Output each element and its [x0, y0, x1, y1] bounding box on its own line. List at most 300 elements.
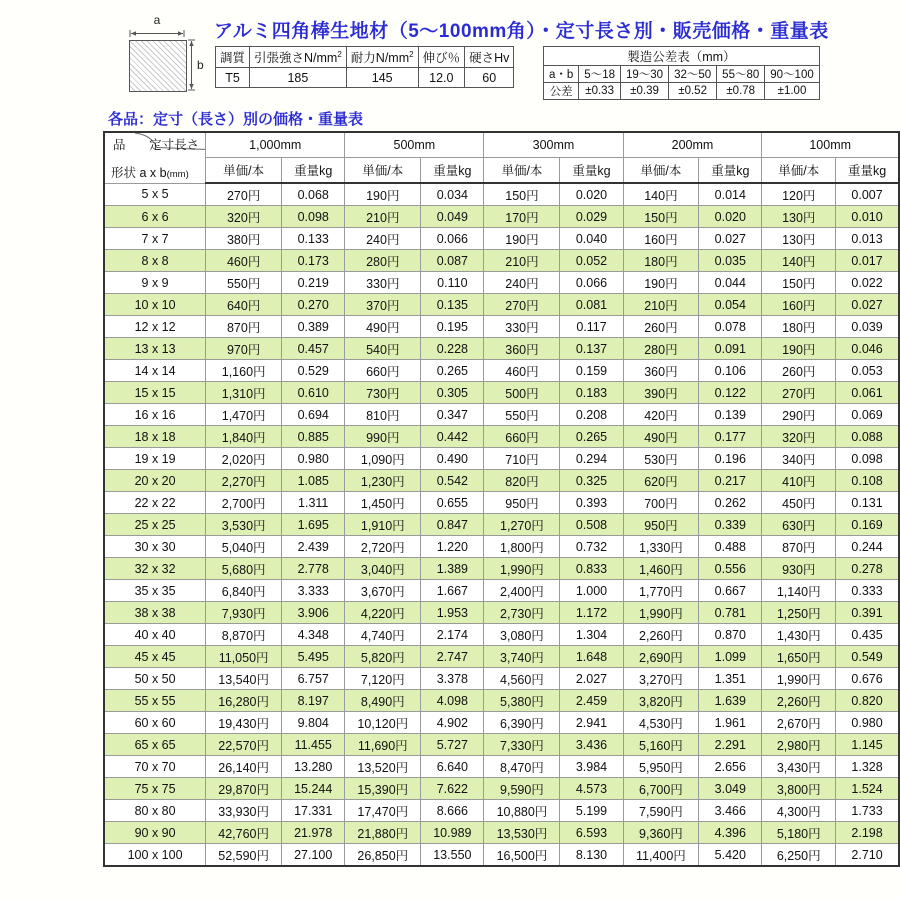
cell-unit-price: 870円 — [206, 316, 282, 338]
cell-weight-kg: 0.029 — [560, 206, 623, 228]
cell-weight-kg: 0.117 — [560, 316, 623, 338]
cell-unit-price: 42,760円 — [206, 822, 282, 844]
row-size-label: 15 x 15 — [104, 382, 206, 404]
cell-weight-kg: 0.820 — [836, 690, 899, 712]
tolerance-range-2: 32〜50 — [669, 66, 717, 83]
cell-unit-price: 3,080円 — [484, 624, 560, 646]
cell-weight-kg: 1.000 — [560, 580, 623, 602]
cell-weight-kg: 0.020 — [560, 183, 623, 206]
spec-value-hardness: 60 — [465, 68, 514, 88]
cell-weight-kg: 0.542 — [421, 470, 484, 492]
cell-unit-price: 710円 — [484, 448, 560, 470]
cell-unit-price: 390円 — [623, 382, 699, 404]
cell-unit-price: 270円 — [484, 294, 560, 316]
table-row[interactable] — [104, 800, 899, 822]
cell-weight-kg: 0.833 — [560, 558, 623, 580]
cell-unit-price: 160円 — [623, 228, 699, 250]
table-row[interactable] — [104, 778, 899, 800]
sub-header-price-1000: 単価/本 — [206, 158, 282, 184]
cell-weight-kg: 0.305 — [421, 382, 484, 404]
cell-unit-price: 810円 — [345, 404, 421, 426]
cell-weight-kg: 0.010 — [836, 206, 899, 228]
cell-unit-price: 280円 — [623, 338, 699, 360]
row-size-label: 90 x 90 — [104, 822, 206, 844]
cell-unit-price: 5,820円 — [345, 646, 421, 668]
table-row[interactable] — [104, 272, 899, 294]
row-size-label: 50 x 50 — [104, 668, 206, 690]
dimension-a-arrow-icon — [129, 29, 185, 38]
cell-unit-price: 540円 — [345, 338, 421, 360]
manufacturing-tolerance-table — [543, 46, 820, 100]
row-size-label: 100 x 100 — [104, 844, 206, 867]
table-row[interactable] — [104, 558, 899, 580]
cell-weight-kg: 0.339 — [699, 514, 762, 536]
cell-unit-price: 190円 — [623, 272, 699, 294]
cell-weight-kg: 0.159 — [560, 360, 623, 382]
cell-weight-kg: 0.135 — [421, 294, 484, 316]
cell-weight-kg: 0.183 — [560, 382, 623, 404]
cell-weight-kg: 0.393 — [560, 492, 623, 514]
table-row[interactable] — [104, 448, 899, 470]
row-size-label: 75 x 75 — [104, 778, 206, 800]
cell-weight-kg: 0.087 — [421, 250, 484, 272]
square-bar-cross-section-figure — [107, 14, 203, 98]
price-header-sub-row — [104, 158, 899, 184]
cell-unit-price: 370円 — [345, 294, 421, 316]
cell-weight-kg: 0.013 — [836, 228, 899, 250]
cell-unit-price: 5,950円 — [623, 756, 699, 778]
cell-unit-price: 130円 — [762, 206, 836, 228]
cell-unit-price: 490円 — [623, 426, 699, 448]
cell-unit-price: 1,450円 — [345, 492, 421, 514]
cell-weight-kg: 0.034 — [421, 183, 484, 206]
sub-header-weight-300: 重量kg — [560, 158, 623, 184]
cell-weight-kg: 0.781 — [699, 602, 762, 624]
price-header-group-row — [104, 132, 899, 158]
cell-weight-kg: 0.139 — [699, 404, 762, 426]
cell-weight-kg: 0.020 — [699, 206, 762, 228]
cell-weight-kg: 0.529 — [282, 360, 345, 382]
cell-unit-price: 700円 — [623, 492, 699, 514]
cell-weight-kg: 0.488 — [699, 536, 762, 558]
cell-weight-kg: 0.173 — [282, 250, 345, 272]
cell-unit-price: 550円 — [484, 404, 560, 426]
tolerance-value-row — [544, 83, 820, 100]
cell-unit-price: 1,910円 — [345, 514, 421, 536]
cell-unit-price: 170円 — [484, 206, 560, 228]
cell-weight-kg: 1.953 — [421, 602, 484, 624]
cell-unit-price: 2,690円 — [623, 646, 699, 668]
table-row[interactable] — [104, 734, 899, 756]
cell-unit-price: 13,530円 — [484, 822, 560, 844]
sub-header-weight-100: 重量kg — [836, 158, 899, 184]
cell-weight-kg: 9.804 — [282, 712, 345, 734]
row-size-label: 13 x 13 — [104, 338, 206, 360]
cell-weight-kg: 1.695 — [282, 514, 345, 536]
cell-unit-price: 450円 — [762, 492, 836, 514]
cell-weight-kg: 0.294 — [560, 448, 623, 470]
table-row[interactable] — [104, 580, 899, 602]
cell-weight-kg: 0.091 — [699, 338, 762, 360]
cell-weight-kg: 8.130 — [560, 844, 623, 867]
cell-unit-price: 5,680円 — [206, 558, 282, 580]
sub-header-weight-200: 重量kg — [699, 158, 762, 184]
cell-unit-price: 1,990円 — [484, 558, 560, 580]
cell-weight-kg: 0.208 — [560, 404, 623, 426]
cell-weight-kg: 0.676 — [836, 668, 899, 690]
cell-unit-price: 52,590円 — [206, 844, 282, 867]
cell-unit-price: 160円 — [762, 294, 836, 316]
corner-label-item: 品 — [113, 138, 126, 152]
price-table-head — [104, 132, 899, 183]
cell-unit-price: 1,770円 — [623, 580, 699, 602]
cell-weight-kg: 0.325 — [560, 470, 623, 492]
cell-unit-price: 950円 — [623, 514, 699, 536]
cell-weight-kg: 2.174 — [421, 624, 484, 646]
cell-weight-kg: 0.098 — [282, 206, 345, 228]
table-row[interactable] — [104, 756, 899, 778]
cell-weight-kg: 0.137 — [560, 338, 623, 360]
cell-unit-price: 620円 — [623, 470, 699, 492]
cell-unit-price: 3,670円 — [345, 580, 421, 602]
row-size-label: 8 x 8 — [104, 250, 206, 272]
cell-unit-price: 240円 — [484, 272, 560, 294]
cell-weight-kg: 3.906 — [282, 602, 345, 624]
cell-weight-kg: 1.145 — [836, 734, 899, 756]
cell-unit-price: 8,870円 — [206, 624, 282, 646]
cell-weight-kg: 0.061 — [836, 382, 899, 404]
row-size-label: 32 x 32 — [104, 558, 206, 580]
section-subtitle: 各品：定寸（長さ）別の価格・重量表 — [108, 111, 364, 128]
cell-unit-price: 140円 — [762, 250, 836, 272]
cell-weight-kg: 0.066 — [560, 272, 623, 294]
cell-unit-price: 260円 — [762, 360, 836, 382]
row-size-label: 20 x 20 — [104, 470, 206, 492]
cell-weight-kg: 0.046 — [836, 338, 899, 360]
dimension-b-arrow-icon — [187, 38, 196, 92]
cell-weight-kg: 5.199 — [560, 800, 623, 822]
cell-unit-price: 15,390円 — [345, 778, 421, 800]
cell-weight-kg: 0.347 — [421, 404, 484, 426]
cell-weight-kg: 0.262 — [699, 492, 762, 514]
table-row[interactable] — [104, 690, 899, 712]
cell-unit-price: 19,430円 — [206, 712, 282, 734]
cell-unit-price: 1,330円 — [623, 536, 699, 558]
cell-unit-price: 290円 — [762, 404, 836, 426]
cell-unit-price: 3,800円 — [762, 778, 836, 800]
cell-weight-kg: 0.039 — [836, 316, 899, 338]
row-size-label: 5 x 5 — [104, 183, 206, 206]
cell-weight-kg: 0.457 — [282, 338, 345, 360]
spec-col-hardness: 硬さHv — [465, 47, 514, 68]
cell-weight-kg: 0.389 — [282, 316, 345, 338]
tolerance-row-label-ab: a・b — [544, 66, 579, 83]
cell-weight-kg: 0.108 — [836, 470, 899, 492]
cell-weight-kg: 5.420 — [699, 844, 762, 867]
cell-weight-kg: 0.217 — [699, 470, 762, 492]
cell-unit-price: 2,980円 — [762, 734, 836, 756]
cell-unit-price: 3,740円 — [484, 646, 560, 668]
table-row[interactable] — [104, 228, 899, 250]
cell-weight-kg: 0.195 — [421, 316, 484, 338]
cell-weight-kg: 0.069 — [836, 404, 899, 426]
cell-weight-kg: 0.122 — [699, 382, 762, 404]
page-title: アルミ四角棒生地材（5〜100mm角）・定寸長さ別・販売価格・重量表 — [214, 21, 829, 42]
cell-weight-kg: 1.648 — [560, 646, 623, 668]
sub-header-weight-500: 重量kg — [421, 158, 484, 184]
spec-col-proof-sup: 2 — [409, 49, 414, 59]
hatched-square-shape — [129, 40, 187, 92]
spec-col-tensile-text: 引張強さN/mm — [254, 51, 338, 65]
cell-unit-price: 150円 — [484, 183, 560, 206]
dimension-a-label: a — [153, 13, 161, 27]
table-row[interactable] — [104, 602, 899, 624]
cell-unit-price: 130円 — [762, 228, 836, 250]
corner-label-length: 定寸長さ — [149, 138, 200, 152]
cell-unit-price: 180円 — [623, 250, 699, 272]
cell-weight-kg: 0.549 — [836, 646, 899, 668]
row-size-label: 70 x 70 — [104, 756, 206, 778]
cell-weight-kg: 0.017 — [836, 250, 899, 272]
table-row[interactable] — [104, 316, 899, 338]
cell-weight-kg: 0.027 — [836, 294, 899, 316]
cell-unit-price: 190円 — [345, 183, 421, 206]
cell-unit-price: 4,300円 — [762, 800, 836, 822]
cell-weight-kg: 1.389 — [421, 558, 484, 580]
spec-col-tensile — [250, 47, 347, 68]
tolerance-range-0: 5〜18 — [579, 66, 621, 83]
cell-unit-price: 630円 — [762, 514, 836, 536]
tolerance-range-1: 19〜30 — [620, 66, 668, 83]
cell-unit-price: 660円 — [484, 426, 560, 448]
spec-value-proof: 145 — [346, 68, 418, 88]
row-size-label: 7 x 7 — [104, 228, 206, 250]
length-group-header-100: 100mm — [762, 132, 899, 158]
cell-weight-kg: 13.280 — [282, 756, 345, 778]
cell-weight-kg: 0.490 — [421, 448, 484, 470]
cell-weight-kg: 0.556 — [699, 558, 762, 580]
cell-unit-price: 6,840円 — [206, 580, 282, 602]
sub-header-price-500: 単価/本 — [345, 158, 421, 184]
cell-weight-kg: 2.747 — [421, 646, 484, 668]
cell-weight-kg: 2.459 — [560, 690, 623, 712]
cell-weight-kg: 0.196 — [699, 448, 762, 470]
spec-col-proof-text: 耐力N/mm — [350, 51, 410, 65]
cell-weight-kg: 4.573 — [560, 778, 623, 800]
cell-unit-price: 4,560円 — [484, 668, 560, 690]
spec-col-elongation: 伸び％ — [418, 47, 465, 68]
cell-weight-kg: 0.044 — [699, 272, 762, 294]
cell-unit-price: 970円 — [206, 338, 282, 360]
cell-unit-price: 13,540円 — [206, 668, 282, 690]
row-size-label: 6 x 6 — [104, 206, 206, 228]
cell-unit-price: 1,090円 — [345, 448, 421, 470]
table-row[interactable] — [104, 183, 899, 206]
table-row[interactable] — [104, 492, 899, 514]
cell-weight-kg: 1.328 — [836, 756, 899, 778]
tolerance-caption: 製造公差表（mm） — [544, 47, 820, 66]
cell-weight-kg: 0.219 — [282, 272, 345, 294]
cell-weight-kg: 0.667 — [699, 580, 762, 602]
cell-unit-price: 11,690円 — [345, 734, 421, 756]
cell-unit-price: 210円 — [623, 294, 699, 316]
table-row[interactable] — [104, 844, 899, 867]
dimension-b-label: b — [197, 58, 204, 72]
cell-unit-price: 340円 — [762, 448, 836, 470]
cell-unit-price: 870円 — [762, 536, 836, 558]
cell-unit-price: 1,310円 — [206, 382, 282, 404]
cell-weight-kg: 10.989 — [421, 822, 484, 844]
spec-value-elongation: 12.0 — [418, 68, 465, 88]
spec-header-row — [216, 47, 514, 68]
cell-weight-kg: 3.466 — [699, 800, 762, 822]
cell-weight-kg: 0.442 — [421, 426, 484, 448]
cell-weight-kg: 0.040 — [560, 228, 623, 250]
cell-unit-price: 280円 — [345, 250, 421, 272]
cell-unit-price: 1,800円 — [484, 536, 560, 558]
cell-weight-kg: 3.333 — [282, 580, 345, 602]
cell-unit-price: 2,270円 — [206, 470, 282, 492]
corner-header-cell — [104, 132, 206, 183]
top-section — [0, 0, 900, 105]
cell-weight-kg: 7.622 — [421, 778, 484, 800]
table-row[interactable] — [104, 668, 899, 690]
cell-unit-price: 270円 — [206, 183, 282, 206]
cell-weight-kg: 5.727 — [421, 734, 484, 756]
cell-unit-price: 380円 — [206, 228, 282, 250]
cell-weight-kg: 0.035 — [699, 250, 762, 272]
row-size-label: 80 x 80 — [104, 800, 206, 822]
cell-weight-kg: 0.885 — [282, 426, 345, 448]
cell-weight-kg: 0.270 — [282, 294, 345, 316]
corner-label-shape-unit: (mm) — [166, 168, 189, 180]
table-row[interactable] — [104, 712, 899, 734]
table-row[interactable] — [104, 206, 899, 228]
table-row[interactable] — [104, 822, 899, 844]
table-row[interactable] — [104, 250, 899, 272]
cell-weight-kg: 0.054 — [699, 294, 762, 316]
table-row[interactable] — [104, 382, 899, 404]
cell-weight-kg: 0.078 — [699, 316, 762, 338]
cell-unit-price: 11,400円 — [623, 844, 699, 867]
table-row[interactable] — [104, 404, 899, 426]
cell-unit-price: 2,720円 — [345, 536, 421, 558]
cell-unit-price: 150円 — [623, 206, 699, 228]
cell-unit-price: 330円 — [345, 272, 421, 294]
cell-unit-price: 1,470円 — [206, 404, 282, 426]
cell-unit-price: 950円 — [484, 492, 560, 514]
corner-label-shape-text: 形状 a x b — [111, 165, 167, 180]
cell-weight-kg: 0.049 — [421, 206, 484, 228]
cell-unit-price: 1,270円 — [484, 514, 560, 536]
cell-unit-price: 500円 — [484, 382, 560, 404]
cell-unit-price: 11,050円 — [206, 646, 282, 668]
sub-header-weight-1000: 重量kg — [282, 158, 345, 184]
spec-col-tensile-sup: 2 — [337, 49, 342, 59]
cell-unit-price: 320円 — [206, 206, 282, 228]
row-size-label: 45 x 45 — [104, 646, 206, 668]
cell-unit-price: 6,250円 — [762, 844, 836, 867]
table-row[interactable] — [104, 514, 899, 536]
cell-weight-kg: 1.304 — [560, 624, 623, 646]
cell-weight-kg: 4.348 — [282, 624, 345, 646]
cell-weight-kg: 0.169 — [836, 514, 899, 536]
cell-weight-kg: 0.265 — [421, 360, 484, 382]
table-row[interactable] — [104, 470, 899, 492]
cell-unit-price: 8,470円 — [484, 756, 560, 778]
tolerance-value-2: ±0.52 — [669, 83, 717, 100]
table-row[interactable] — [104, 624, 899, 646]
table-row[interactable] — [104, 338, 899, 360]
cell-unit-price: 3,820円 — [623, 690, 699, 712]
cell-weight-kg: 0.278 — [836, 558, 899, 580]
row-size-label: 14 x 14 — [104, 360, 206, 382]
cell-weight-kg: 0.098 — [836, 448, 899, 470]
spec-value-row — [216, 68, 514, 88]
spec-col-proof — [346, 47, 418, 68]
cell-unit-price: 180円 — [762, 316, 836, 338]
cell-unit-price: 730円 — [345, 382, 421, 404]
price-weight-table — [103, 131, 900, 867]
cell-unit-price: 990円 — [345, 426, 421, 448]
row-size-label: 25 x 25 — [104, 514, 206, 536]
cell-weight-kg: 2.710 — [836, 844, 899, 867]
sub-header-price-100: 単価/本 — [762, 158, 836, 184]
cell-weight-kg: 0.391 — [836, 602, 899, 624]
table-row[interactable] — [104, 360, 899, 382]
cell-weight-kg: 1.639 — [699, 690, 762, 712]
cell-weight-kg: 2.778 — [282, 558, 345, 580]
cell-weight-kg: 3.984 — [560, 756, 623, 778]
table-row[interactable] — [104, 294, 899, 316]
cell-unit-price: 10,880円 — [484, 800, 560, 822]
cell-unit-price: 7,590円 — [623, 800, 699, 822]
cell-weight-kg: 21.978 — [282, 822, 345, 844]
cell-unit-price: 10,120円 — [345, 712, 421, 734]
row-size-label: 60 x 60 — [104, 712, 206, 734]
cell-unit-price: 4,740円 — [345, 624, 421, 646]
cell-unit-price: 16,280円 — [206, 690, 282, 712]
price-table-wrapper — [103, 131, 900, 867]
cell-unit-price: 660円 — [345, 360, 421, 382]
cell-weight-kg: 0.022 — [836, 272, 899, 294]
spec-value-temper: T5 — [216, 68, 250, 88]
cell-unit-price: 1,430円 — [762, 624, 836, 646]
cell-unit-price: 2,730円 — [484, 602, 560, 624]
row-size-label: 19 x 19 — [104, 448, 206, 470]
table-row[interactable] — [104, 426, 899, 448]
table-row[interactable] — [104, 646, 899, 668]
cell-unit-price: 930円 — [762, 558, 836, 580]
cell-unit-price: 8,490円 — [345, 690, 421, 712]
cell-weight-kg: 0.088 — [836, 426, 899, 448]
cell-weight-kg: 2.027 — [560, 668, 623, 690]
cell-weight-kg: 0.435 — [836, 624, 899, 646]
cell-weight-kg: 17.331 — [282, 800, 345, 822]
material-spec-table — [215, 46, 514, 88]
length-group-header-500: 500mm — [345, 132, 484, 158]
table-row[interactable] — [104, 536, 899, 558]
cell-weight-kg: 0.052 — [560, 250, 623, 272]
cell-unit-price: 26,850円 — [345, 844, 421, 867]
cell-unit-price: 1,650円 — [762, 646, 836, 668]
cell-unit-price: 150円 — [762, 272, 836, 294]
cell-weight-kg: 6.757 — [282, 668, 345, 690]
cell-weight-kg: 1.172 — [560, 602, 623, 624]
row-size-label: 35 x 35 — [104, 580, 206, 602]
cell-weight-kg: 0.133 — [282, 228, 345, 250]
cell-unit-price: 3,430円 — [762, 756, 836, 778]
